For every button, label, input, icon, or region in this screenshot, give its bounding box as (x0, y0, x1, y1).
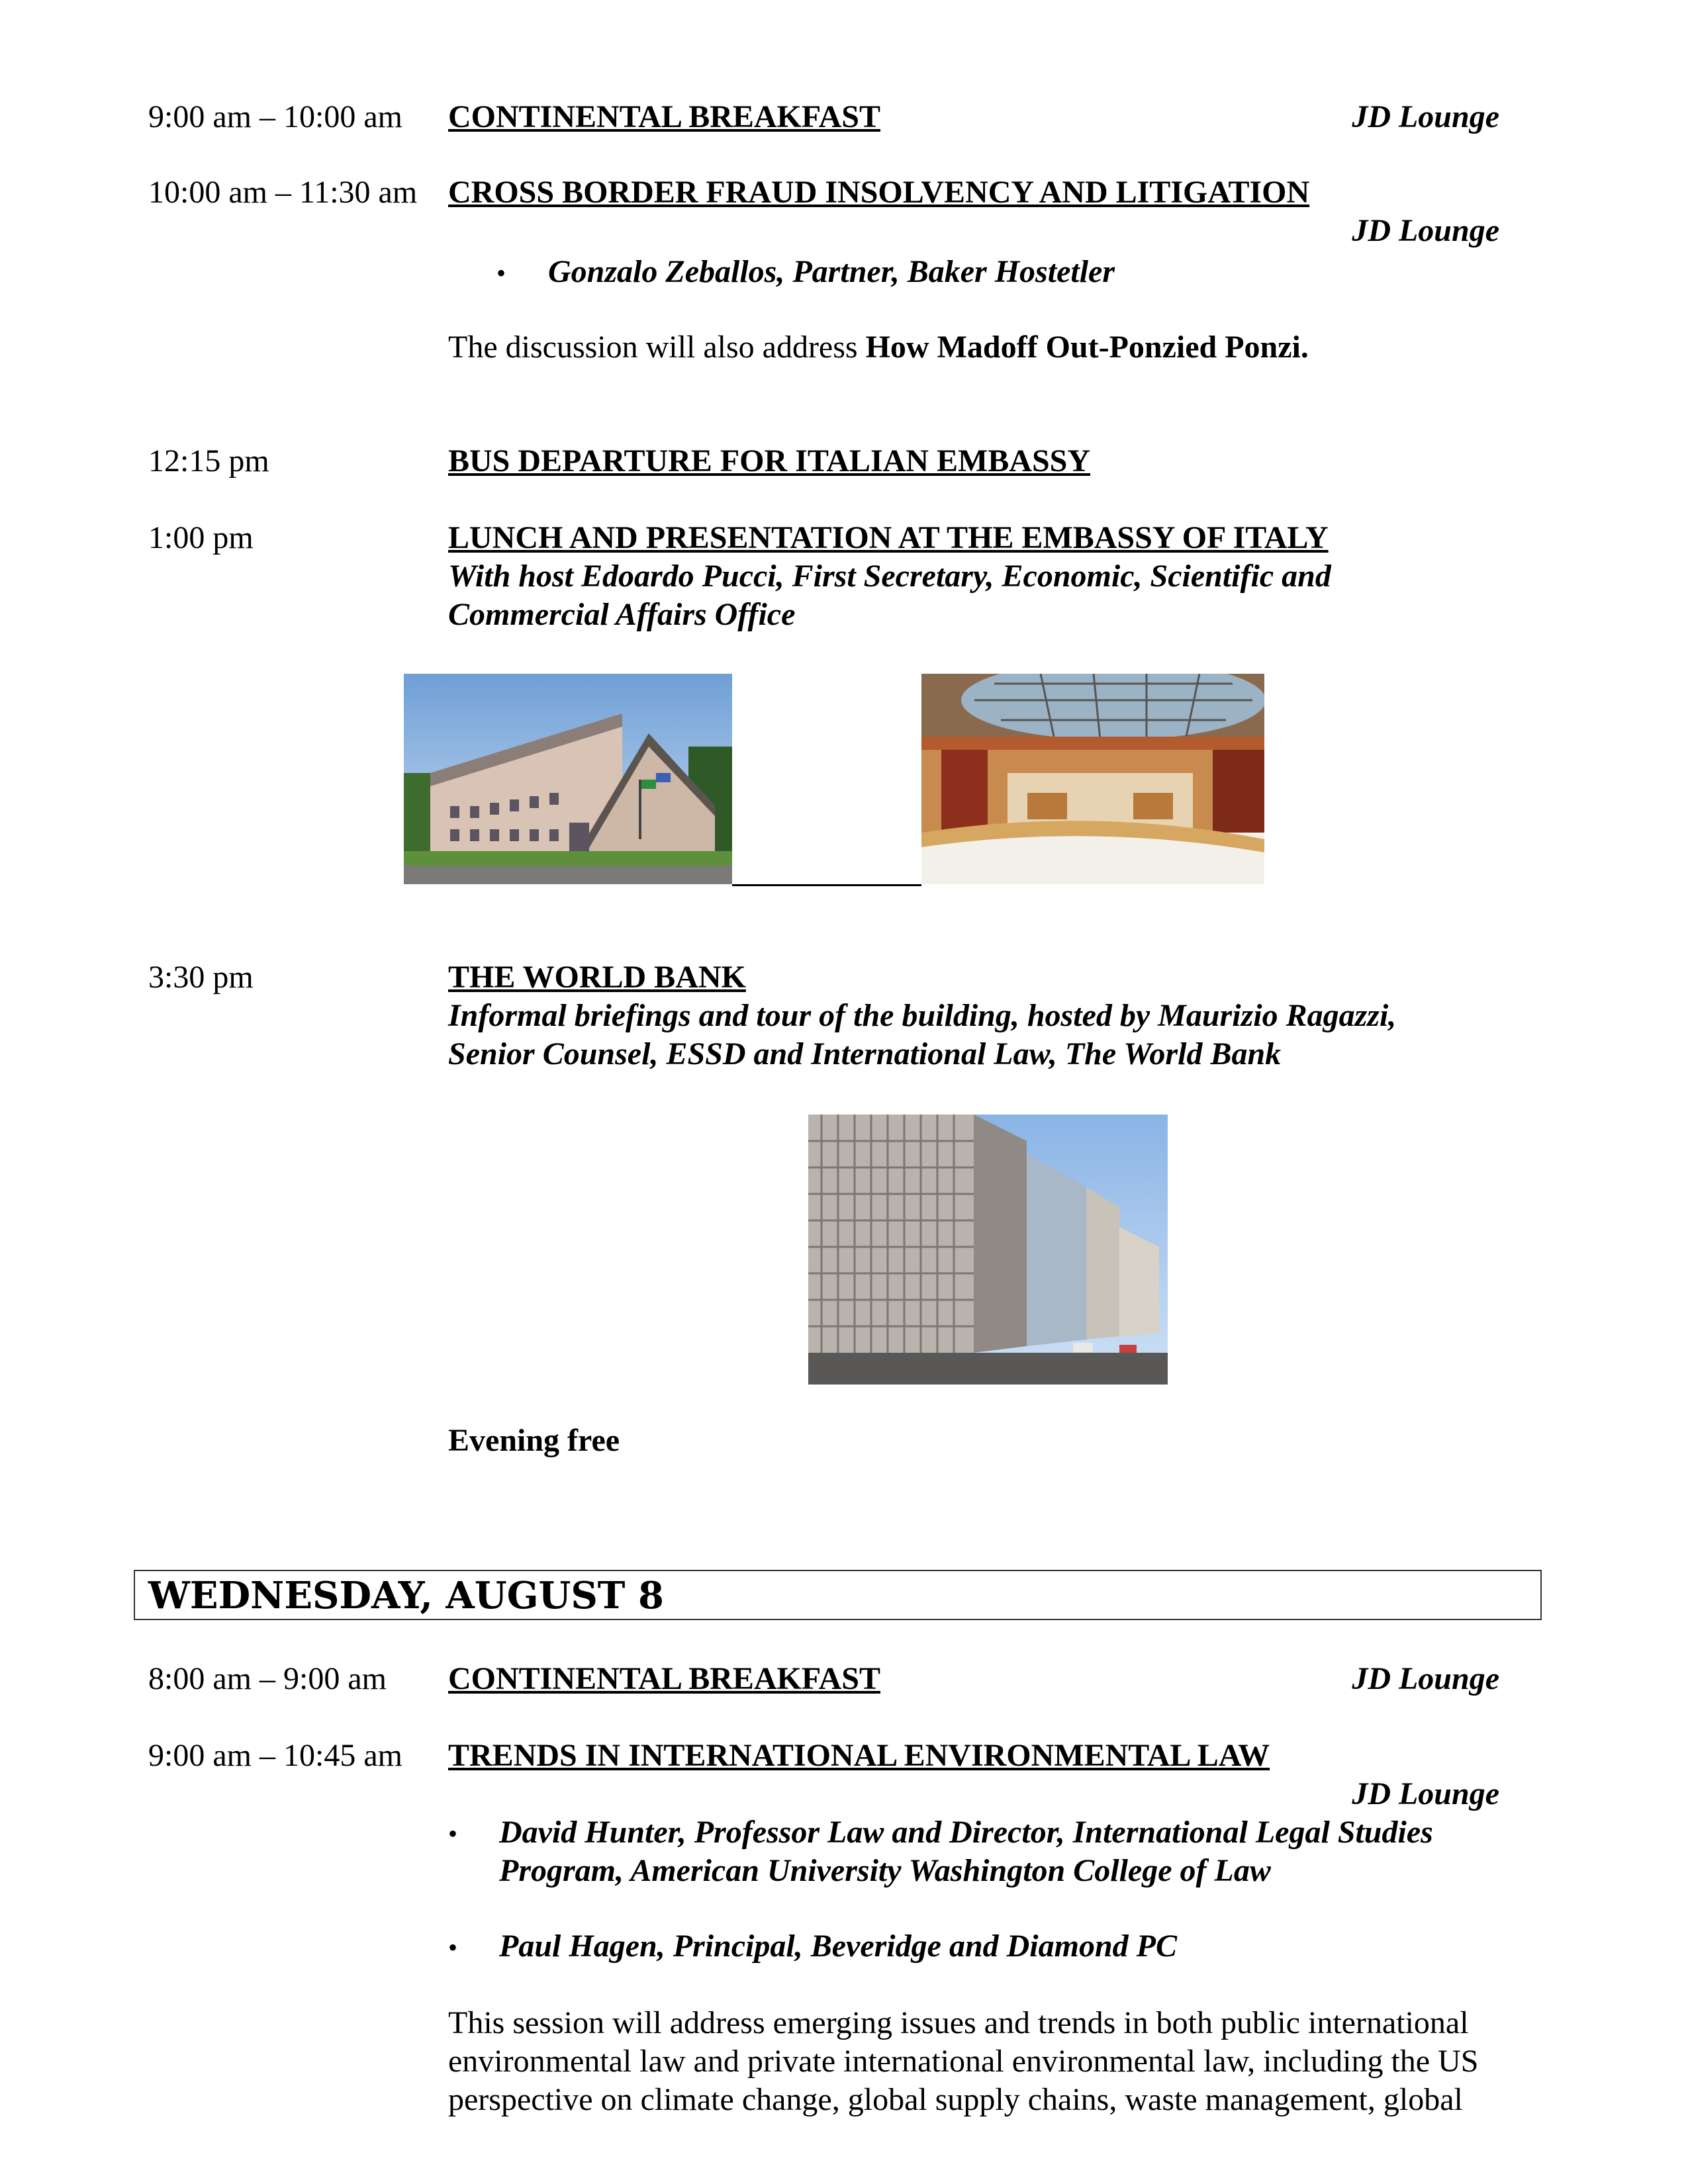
session-title: THE WORLD BANK (448, 960, 746, 995)
day-header: WEDNESDAY, AUGUST 8 (148, 1574, 664, 1617)
speaker-name: Program, American University Washington College of Law (499, 1853, 1271, 1888)
session-time: 3:30 pm (148, 960, 254, 995)
session-subtitle: Commercial Affairs Office (448, 597, 796, 632)
speaker-name: David Hunter, Professor Law and Director, International Legal Studies (499, 1815, 1433, 1850)
session-location: JD Lounge (1352, 1776, 1499, 1811)
session-time: 9:00 am – 10:00 am (148, 99, 402, 134)
session-description: environmental law and private international environmental law, including the US (448, 2044, 1479, 2079)
photo-divider-line (732, 884, 921, 886)
session-title: CONTINENTAL BREAKFAST (448, 1661, 881, 1696)
session-title: CROSS BORDER FRAUD INSOLVENCY AND LITIGATION (448, 175, 1310, 210)
session-title: BUS DEPARTURE FOR ITALIAN EMBASSY (448, 443, 1091, 478)
session-description: This session will address emerging issues and trends in both public international (448, 2005, 1469, 2040)
embassy-interior-photo (921, 674, 1264, 884)
session-title: LUNCH AND PRESENTATION AT THE EMBASSY OF ITALY (448, 520, 1329, 555)
session-time: 12:15 pm (148, 443, 269, 478)
session-note (448, 328, 1309, 367)
session-subtitle: Informal briefings and tour of the building, hosted by Maurizio Ragazzi, (448, 998, 1397, 1033)
session-note-highlight: How Madoff Out-Ponzied Ponzi. (865, 330, 1309, 365)
bullet-icon: • (448, 1933, 458, 1962)
speaker-name: Paul Hagen, Principal, Beveridge and Diamond PC (499, 1929, 1178, 1964)
bullet-icon: • (496, 258, 506, 288)
session-title: CONTINENTAL BREAKFAST (448, 99, 881, 134)
session-subtitle: With host Edoardo Pucci, First Secretary, Economic, Scientific and (448, 559, 1331, 594)
bullet-icon: • (448, 1819, 458, 1848)
session-time: 1:00 pm (148, 520, 254, 555)
world-bank-photo (808, 1115, 1168, 1385)
session-time: 10:00 am – 11:30 am (148, 175, 418, 210)
session-location: JD Lounge (1352, 99, 1499, 134)
session-title: TRENDS IN INTERNATIONAL ENVIRONMENTAL LAW (448, 1738, 1270, 1773)
session-time: 9:00 am – 10:45 am (148, 1738, 402, 1773)
session-note-text: The discussion will also address (448, 330, 866, 365)
embassy-exterior-photo (404, 674, 732, 884)
evening-note: Evening free (448, 1423, 620, 1458)
session-time: 8:00 am – 9:00 am (148, 1661, 387, 1696)
session-location: JD Lounge (1352, 213, 1499, 248)
session-location: JD Lounge (1352, 1661, 1499, 1696)
session-subtitle: Senior Counsel, ESSD and International Law, The World Bank (448, 1036, 1282, 1071)
session-description: perspective on climate change, global supply chains, waste management, global (448, 2082, 1463, 2117)
speaker-name: Gonzalo Zeballos, Partner, Baker Hostetler (548, 254, 1115, 289)
